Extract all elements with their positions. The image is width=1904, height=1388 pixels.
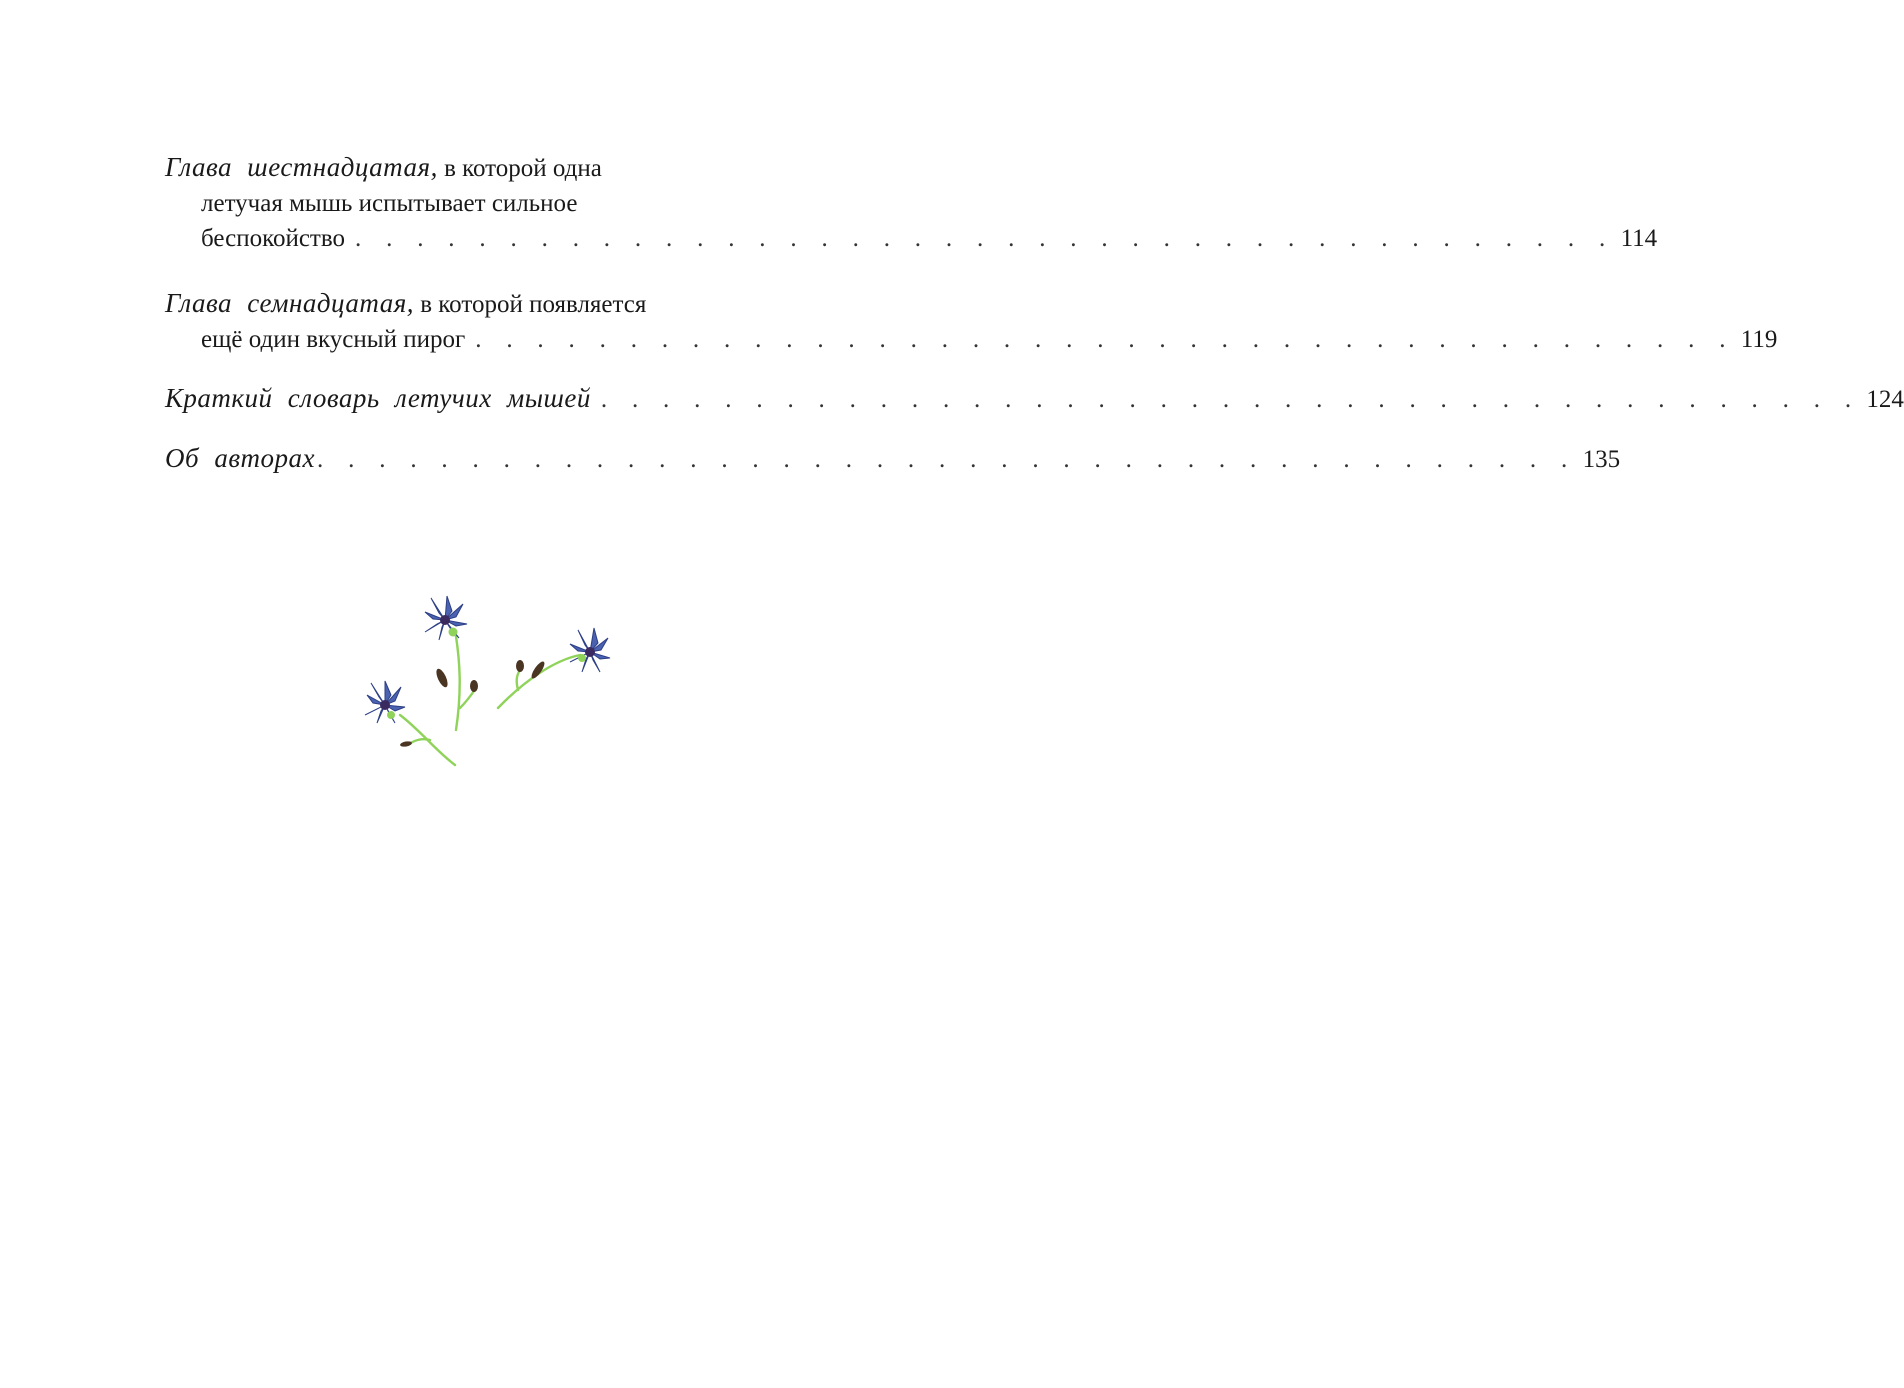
toc-entry-glossary[interactable] (165, 381, 1904, 417)
page-number: 119 (1740, 326, 1778, 353)
flower-stems (400, 630, 580, 765)
dot-leader: . . . . . . . . . . . . . . . . . . . . . . . . . . . . . . . . . . . . . . . . . (475, 326, 1735, 353)
table-of-contents (165, 150, 1904, 477)
toc-entry-title: Краткий словарь летучих мышей (165, 383, 591, 413)
toc-entry-leader-line (165, 381, 1904, 417)
toc-entry-chapter-16[interactable] (165, 150, 1658, 256)
toc-entry-about-authors[interactable] (165, 441, 1621, 477)
toc-entry-first-line (165, 150, 817, 186)
toc-entry-title: Глава шестнадцатая, (165, 152, 438, 182)
toc-entry-title: Об авторах (165, 443, 316, 473)
dot-leader: . . . . . . . . . . . . . . . . . . . . . . . . . . . . . . . . . . . . . . . . . (355, 225, 1615, 252)
page-number: 114 (1620, 225, 1658, 252)
dot-leader: . . . . . . . . . . . . . . . . . . . . . . . . . . . . . . . . . . . . . . . . . (600, 386, 1861, 413)
toc-entry-subtitle: в которой одна (444, 155, 602, 182)
toc-entry-continuation: ещё один вкусный пирог (201, 326, 466, 353)
dot-leader: . . . . . . . . . . . . . . . . . . . . . . . . . . . . . . . . . . . . . . . . . (317, 446, 1577, 473)
toc-entry-subtitle: в которой появляется (420, 291, 647, 318)
toc-entry-chapter-17[interactable] (165, 286, 1778, 357)
toc-entry-continuation: беспокойство (201, 225, 345, 252)
page-number: 135 (1582, 446, 1621, 473)
flower-head-left (365, 681, 405, 723)
toc-entry-leader-line (165, 441, 1621, 477)
toc-entry-leader-line (165, 322, 1778, 357)
flower-head-center (425, 596, 467, 640)
toc-entry-continuation: летучая мышь испытывает сильное (201, 190, 578, 217)
toc-entry-leader-line (165, 221, 1658, 256)
toc-entry-first-line (165, 286, 817, 322)
page-number: 124 (1866, 386, 1904, 413)
cornflowers-illustration (350, 590, 660, 780)
flower-head-right (570, 628, 610, 672)
toc-entry-title: Глава семнадцатая, (165, 288, 414, 318)
